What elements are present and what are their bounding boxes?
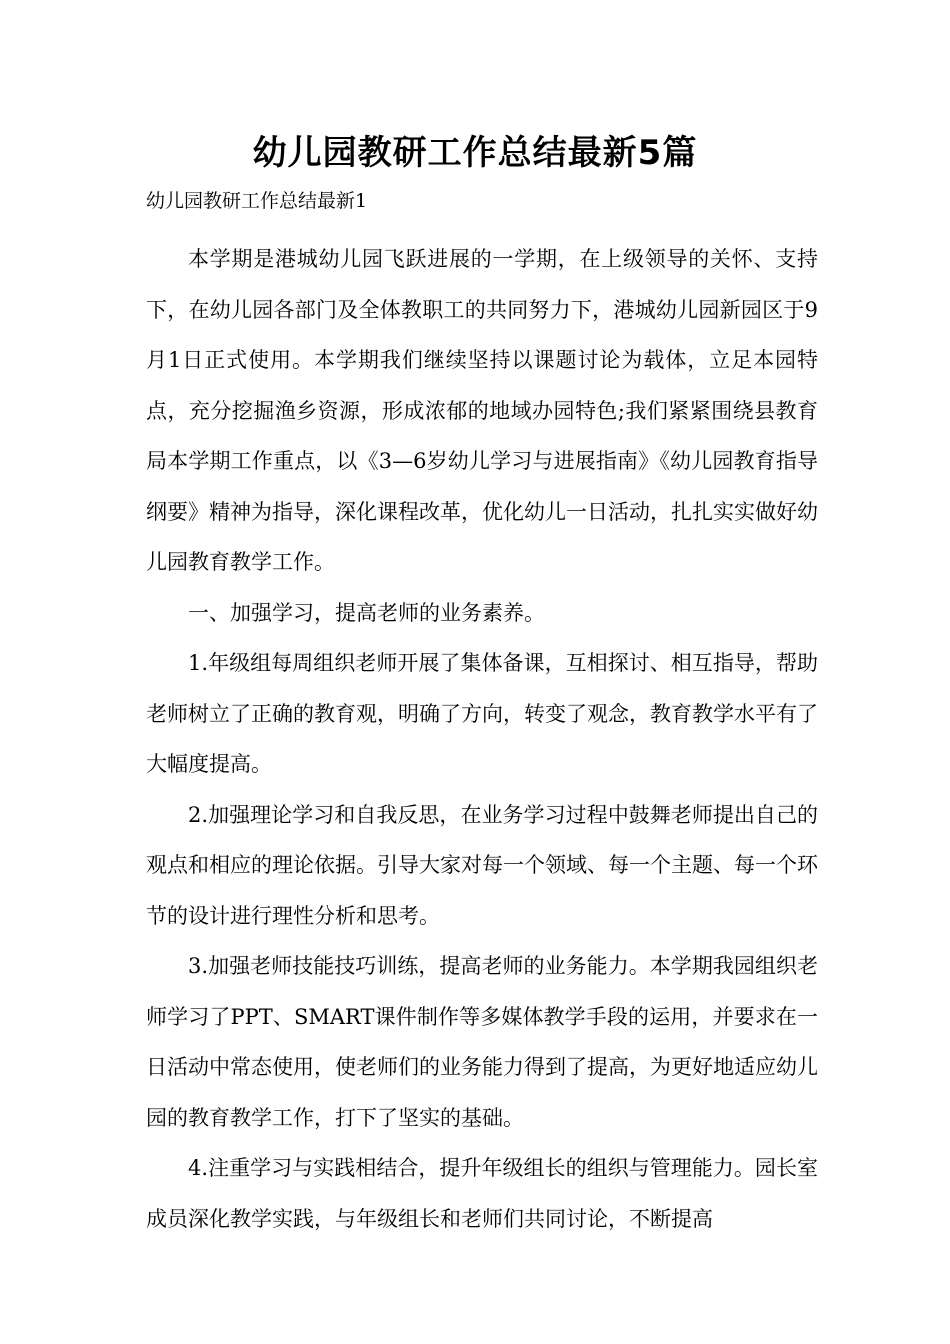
document-title: 幼儿园教研工作总结最新5篇 — [252, 133, 698, 173]
paragraph-item-3: 3.加强老师技能技巧训练，提高老师的业务能力。本学期我园组织老师学习了PPT、SMART课件制作等多媒体教学手段的运用，并要求在一日活动中常态使用，使老师们的业务能力得到了提高，为更好地适应幼儿园的教育教学工作，打下了坚实的基础。 — [146, 954, 818, 1130]
paragraph-item-1: 1.年级组每周组织老师开展了集体备课，互相探讨、相互指导，帮助老师树立了正确的教育观，明确了方向，转变了观念，教育教学水平有了大幅度提高。 — [146, 651, 818, 776]
paragraph-intro: 本学期是港城幼儿园飞跃进展的一学期，在上级领导的关怀、支持下，在幼儿园各部门及全体教职工的共同努力下，港城幼儿园新园区于9月1日正式使用。本学期我们继续坚持以课题讨论为载体，立足本园特点，充分挖掘渔乡资源，形成浓郁的地域办园特色;我们紧紧围绕县教育局本学期工作重点，以《3—6岁幼儿学习与进展指南》《幼儿园教育指导纲要》精神为指导，深化课程改革，优化幼儿一日活动，扎扎实实做好幼儿园教育教学工作。 — [146, 247, 818, 574]
document-body — [146, 234, 818, 1244]
section-subtitle: 幼儿园教研工作总结最新1 — [146, 190, 368, 212]
paragraph-heading-1: 一、加强学习，提高老师的业务素养。 — [188, 600, 545, 625]
paragraph-item-2: 2.加强理论学习和自我反思，在业务学习过程中鼓舞老师提出自己的观点和相应的理论依据。引导大家对每一个领域、每一个主题、每一个环节的设计进行理性分析和思考。 — [146, 802, 818, 928]
paragraph-item-4: 4.注重学习与实践相结合，提升年级组长的组织与管理能力。园长室成员深化教学实践，与年级组长和老师们共同讨论，不断提高 — [146, 1156, 818, 1231]
